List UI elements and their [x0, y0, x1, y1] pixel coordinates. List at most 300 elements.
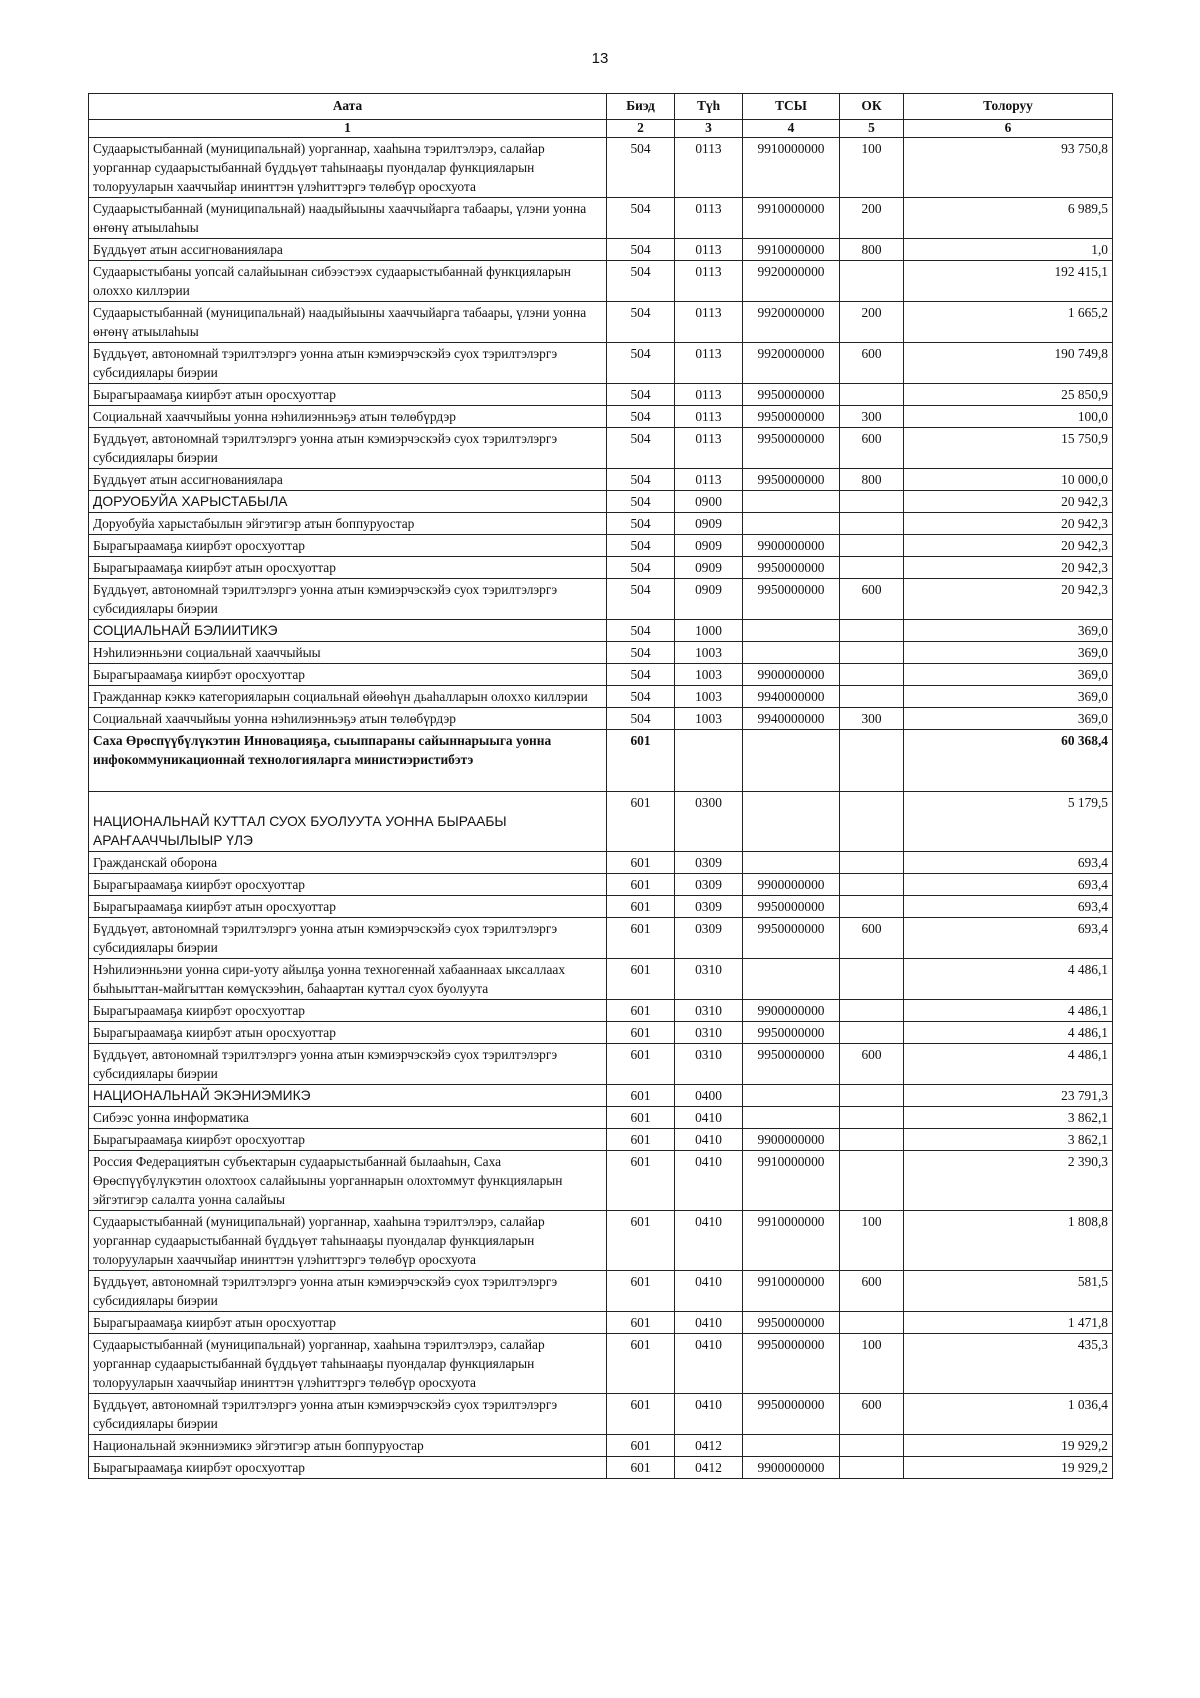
row-expense-type [840, 664, 904, 686]
table-row [89, 1000, 1113, 1022]
row-ministry-code: 504 [607, 261, 675, 302]
row-target-article: 9950000000 [743, 1022, 840, 1044]
table-row [89, 239, 1113, 261]
row-section-code: 0113 [675, 469, 743, 491]
row-amount: 1 471,8 [904, 1312, 1113, 1334]
table-row [89, 620, 1113, 642]
column-number: 3 [675, 120, 743, 138]
row-name: Бырагыраамаҕа киирбэт оросхуоттар [89, 1457, 607, 1479]
table-row [89, 1211, 1113, 1271]
row-target-article: 9920000000 [743, 343, 840, 384]
row-amount: 25 850,9 [904, 384, 1113, 406]
row-target-article: 9920000000 [743, 261, 840, 302]
row-amount: 3 862,1 [904, 1107, 1113, 1129]
row-section-code: 0310 [675, 1044, 743, 1085]
row-ministry-code: 601 [607, 1022, 675, 1044]
row-name: Нэһилиэнньэни социальнай хааччыйыы [89, 642, 607, 664]
row-section-code: 0310 [675, 1000, 743, 1022]
row-target-article: 9950000000 [743, 406, 840, 428]
row-section-code: 0410 [675, 1151, 743, 1211]
row-target-article: 9950000000 [743, 579, 840, 620]
row-amount: 19 929,2 [904, 1435, 1113, 1457]
table-row [89, 579, 1113, 620]
header-target-article: ТСЫ [743, 94, 840, 120]
table-row [89, 959, 1113, 1000]
row-target-article: 9950000000 [743, 469, 840, 491]
row-expense-type [840, 1312, 904, 1334]
table-row [89, 664, 1113, 686]
row-section-code: 0113 [675, 302, 743, 343]
row-ministry-code: 504 [607, 343, 675, 384]
row-target-article: 9900000000 [743, 1457, 840, 1479]
table-row [89, 513, 1113, 535]
row-expense-type [840, 1107, 904, 1129]
row-name: Судаарыстыбаны уопсай салайыынан сибээстээх судаарыстыбаннай функцияларын олохxo киллэрии [89, 261, 607, 302]
row-section-code: 0400 [675, 1085, 743, 1107]
row-section-code: 0113 [675, 239, 743, 261]
row-expense-type: 600 [840, 918, 904, 959]
row-ministry-code: 601 [607, 792, 675, 852]
row-expense-type: 600 [840, 343, 904, 384]
row-ministry-code: 601 [607, 1085, 675, 1107]
row-expense-type [840, 1000, 904, 1022]
row-ministry-code: 504 [607, 198, 675, 239]
row-section-code: 0113 [675, 261, 743, 302]
row-amount: 369,0 [904, 642, 1113, 664]
row-name: Национальнай экэнниэмикэ эйгэтигэр атын боппуруостар [89, 1435, 607, 1457]
row-target-article: 9910000000 [743, 1211, 840, 1271]
table-row [89, 557, 1113, 579]
row-ministry-code: 504 [607, 239, 675, 261]
row-amount: 20 942,3 [904, 535, 1113, 557]
row-section-code: 1003 [675, 686, 743, 708]
table-row [89, 491, 1113, 513]
table-row [89, 1394, 1113, 1435]
budget-table [88, 93, 1113, 1479]
row-amount: 20 942,3 [904, 491, 1113, 513]
table-row [89, 535, 1113, 557]
table-row [89, 708, 1113, 730]
row-name: ДОРУОБУЙА ХАРЫСТАБЫЛА [89, 491, 607, 513]
row-ministry-code: 601 [607, 1129, 675, 1151]
row-ministry-code: 601 [607, 918, 675, 959]
row-section-code: 0412 [675, 1435, 743, 1457]
row-name: Судаарыстыбаннай (муниципальнай) уорганнар, хааһына тэрилтэлэрэ, салайар уорганнар судаарыстыбаннай бүддьүөт таһынааҕы пуондалар функцияларын толорууларын хааччыйар ининттэн үлэһиттэргэ төлөбүр оросхуота [89, 138, 607, 198]
table-row [89, 1457, 1113, 1479]
row-target-article: 9950000000 [743, 896, 840, 918]
row-amount: 693,4 [904, 918, 1113, 959]
row-name: Социальнай хааччыйыы уонна нэһилиэнньэҕэ атын төлөбүрдэр [89, 708, 607, 730]
row-section-code: 0412 [675, 1457, 743, 1479]
table-row [89, 874, 1113, 896]
row-name: Бырагыраамаҕа киирбэт оросхуоттар [89, 1000, 607, 1022]
row-amount: 693,4 [904, 852, 1113, 874]
row-section-code: 0909 [675, 513, 743, 535]
row-target-article: 9950000000 [743, 1334, 840, 1394]
row-expense-type [840, 535, 904, 557]
row-section-code: 0909 [675, 579, 743, 620]
row-target-article [743, 852, 840, 874]
table-row [89, 642, 1113, 664]
row-name: Бүддьүөт, автономнай тэрилтэлэргэ уонна атын кэмиэрчэскэйэ суох тэрилтэлэргэ субсидиялары биэрии [89, 1044, 607, 1085]
row-name: Бырагыраамаҕа киирбэт атын оросхуоттар [89, 384, 607, 406]
header-ministry: Биэд [607, 94, 675, 120]
table-row [89, 1129, 1113, 1151]
row-ministry-code: 601 [607, 1044, 675, 1085]
row-target-article [743, 730, 840, 792]
table-row [89, 302, 1113, 343]
row-ministry-code: 504 [607, 642, 675, 664]
row-amount: 192 415,1 [904, 261, 1113, 302]
row-target-article: 9900000000 [743, 535, 840, 557]
row-expense-type [840, 686, 904, 708]
row-amount: 693,4 [904, 874, 1113, 896]
table-row [89, 792, 1113, 852]
table-row [89, 428, 1113, 469]
table-row [89, 1312, 1113, 1334]
row-target-article: 9950000000 [743, 428, 840, 469]
row-target-article: 9950000000 [743, 1394, 840, 1435]
row-ministry-code: 504 [607, 302, 675, 343]
row-expense-type: 200 [840, 198, 904, 239]
row-amount: 369,0 [904, 708, 1113, 730]
row-section-code: 0309 [675, 896, 743, 918]
row-section-code: 0113 [675, 138, 743, 198]
table-row [89, 343, 1113, 384]
row-amount: 10 000,0 [904, 469, 1113, 491]
table-row [89, 730, 1113, 792]
row-section-code: 0113 [675, 384, 743, 406]
row-ministry-code: 601 [607, 1394, 675, 1435]
row-expense-type [840, 1457, 904, 1479]
table-row [89, 1107, 1113, 1129]
row-ministry-code: 504 [607, 469, 675, 491]
row-ministry-code: 504 [607, 620, 675, 642]
row-ministry-code: 504 [607, 686, 675, 708]
row-section-code: 0909 [675, 557, 743, 579]
table-row [89, 686, 1113, 708]
row-amount: 4 486,1 [904, 1044, 1113, 1085]
row-ministry-code: 601 [607, 959, 675, 1000]
row-amount: 2 390,3 [904, 1151, 1113, 1211]
row-ministry-code: 601 [607, 896, 675, 918]
row-expense-type: 100 [840, 138, 904, 198]
row-ministry-code: 504 [607, 579, 675, 620]
row-expense-type [840, 1151, 904, 1211]
row-ministry-code: 601 [607, 1151, 675, 1211]
row-target-article [743, 513, 840, 535]
row-amount: 19 929,2 [904, 1457, 1113, 1479]
row-ministry-code: 504 [607, 428, 675, 469]
row-target-article [743, 1435, 840, 1457]
row-expense-type [840, 874, 904, 896]
row-expense-type [840, 959, 904, 1000]
row-section-code: 0410 [675, 1129, 743, 1151]
row-amount: 60 368,4 [904, 730, 1113, 792]
table-row [89, 1151, 1113, 1211]
row-name: Бүддьүөт, автономнай тэрилтэлэргэ уонна атын кэмиэрчэскэйэ суох тэрилтэлэргэ субсидиялары биэрии [89, 1271, 607, 1312]
row-expense-type: 100 [840, 1334, 904, 1394]
row-target-article: 9910000000 [743, 198, 840, 239]
row-target-article: 9940000000 [743, 686, 840, 708]
row-ministry-code: 601 [607, 1312, 675, 1334]
row-target-article: 9950000000 [743, 384, 840, 406]
row-target-article: 9900000000 [743, 664, 840, 686]
row-amount: 3 862,1 [904, 1129, 1113, 1151]
row-name: Бырагыраамаҕа киирбэт оросхуоттар [89, 535, 607, 557]
row-amount: 369,0 [904, 620, 1113, 642]
row-ministry-code: 601 [607, 1457, 675, 1479]
row-ministry-code: 601 [607, 1435, 675, 1457]
row-expense-type: 600 [840, 579, 904, 620]
header-name: Аата [89, 94, 607, 120]
row-ministry-code: 601 [607, 1107, 675, 1129]
row-amount: 581,5 [904, 1271, 1113, 1312]
column-number: 4 [743, 120, 840, 138]
row-section-code: 0410 [675, 1211, 743, 1271]
row-expense-type: 300 [840, 708, 904, 730]
table-row [89, 852, 1113, 874]
table-row [89, 1085, 1113, 1107]
table-row [89, 138, 1113, 198]
table-row [89, 1044, 1113, 1085]
table-row [89, 1334, 1113, 1394]
row-section-code: 0310 [675, 959, 743, 1000]
row-amount: 1 036,4 [904, 1394, 1113, 1435]
row-name: Бырагыраамаҕа киирбэт атын оросхуоттар [89, 1022, 607, 1044]
row-amount: 20 942,3 [904, 579, 1113, 620]
row-section-code: 1003 [675, 642, 743, 664]
row-expense-type [840, 1129, 904, 1151]
row-name: Бүддьүөт атын ассигнованиялара [89, 469, 607, 491]
table-row [89, 261, 1113, 302]
row-name: Бүддьүөт, автономнай тэрилтэлэргэ уонна атын кэмиэрчэскэйэ суох тэрилтэлэргэ субсидиялары биэрии [89, 343, 607, 384]
row-ministry-code: 601 [607, 1271, 675, 1312]
row-name: Бүддьүөт, автономнай тэрилтэлэргэ уонна атын кэмиэрчэскэйэ суох тэрилтэлэргэ субсидиялары биэрии [89, 1394, 607, 1435]
row-expense-type: 800 [840, 469, 904, 491]
row-name: Судаарыстыбаннай (муниципальнай) наадыйыыны хааччыйарга табаары, үлэни уонна өҥөнү атыылаһыы [89, 198, 607, 239]
row-name: Доруобуйа харыстабылын эйгэтигэр атын боппуруостар [89, 513, 607, 535]
row-section-code: 0309 [675, 852, 743, 874]
row-expense-type: 600 [840, 1271, 904, 1312]
header-execution: Толоруу [904, 94, 1113, 120]
row-name: Бырагыраамаҕа киирбэт оросхуоттар [89, 874, 607, 896]
row-target-article [743, 1107, 840, 1129]
row-name: Гражданнар кэккэ категорияларын социальнай өйөөһүн дьаһалларын олохxo киллэрии [89, 686, 607, 708]
row-name: Россия Федерациятын субъектарын судаарыстыбаннай былааһын, Саха Өрөспүүбүлүкэтин олохтоох салайыыны уорганнарын олохтоммут функцияларын эйгэтигэр салалта уонна салайыы [89, 1151, 607, 1211]
row-name: Сибээс уонна информатика [89, 1107, 607, 1129]
table-body [89, 138, 1113, 1479]
row-name: Бырагыраамаҕа киирбэт оросхуоттар [89, 1129, 607, 1151]
row-amount: 1 665,2 [904, 302, 1113, 343]
row-name: Бырагыраамаҕа киирбэт атын оросхуоттар [89, 1312, 607, 1334]
row-expense-type [840, 730, 904, 792]
column-number-row [89, 120, 1113, 138]
row-amount: 369,0 [904, 686, 1113, 708]
table-header-row [89, 94, 1113, 120]
row-ministry-code: 601 [607, 1334, 675, 1394]
row-amount: 20 942,3 [904, 557, 1113, 579]
table-row [89, 384, 1113, 406]
row-name: Судаарыстыбаннай (муниципальнай) уорганнар, хааһына тэрилтэлэрэ, салайар уорганнар судаарыстыбаннай бүддьүөт таһынааҕы пуондалар функцияларын толорууларын хааччыйар ининттэн үлэһиттэргэ төлөбүр оросхуота [89, 1211, 607, 1271]
row-expense-type [840, 557, 904, 579]
row-section-code: 0410 [675, 1271, 743, 1312]
row-name: НАЦИОНАЛЬНАЙ ЭКЭНИЭМИКЭ [89, 1085, 607, 1107]
row-expense-type [840, 852, 904, 874]
row-name: НАЦИОНАЛЬНАЙ КУТТАЛ СУОХ БУОЛУУТА УОННА БЫРААБЫ АРАҤААЧЧЫЛЫЫР ҮЛЭ [89, 792, 607, 852]
row-name: Социальнай хааччыйыы уонна нэһилиэнньэҕэ атын төлөбүрдэр [89, 406, 607, 428]
row-amount: 4 486,1 [904, 959, 1113, 1000]
row-expense-type [840, 792, 904, 852]
row-ministry-code: 601 [607, 730, 675, 792]
row-section-code: 0309 [675, 918, 743, 959]
row-ministry-code: 504 [607, 513, 675, 535]
table-row [89, 406, 1113, 428]
row-expense-type [840, 384, 904, 406]
row-amount: 4 486,1 [904, 1022, 1113, 1044]
row-ministry-code: 601 [607, 1000, 675, 1022]
row-expense-type [840, 1435, 904, 1457]
row-name: Бырагыраамаҕа киирбэт атын оросхуоттар [89, 557, 607, 579]
row-name: Бырагыраамаҕа киирбэт атын оросхуоттар [89, 896, 607, 918]
row-name: Бүддьүөт атын ассигнованиялара [89, 239, 607, 261]
row-name: Судаарыстыбаннай (муниципальнай) уорганнар, хааһына тэрилтэлэрэ, салайар уорганнар судаарыстыбаннай бүддьүөт таһынааҕы пуондалар функцияларын толорууларын хааччыйар ининттэн үлэһиттэргэ төлөбүр оросхуота [89, 1334, 607, 1394]
row-target-article: 9910000000 [743, 239, 840, 261]
row-expense-type [840, 261, 904, 302]
row-ministry-code: 504 [607, 664, 675, 686]
header-expense-type: ОК [840, 94, 904, 120]
row-target-article [743, 642, 840, 664]
table-row [89, 1022, 1113, 1044]
row-target-article [743, 792, 840, 852]
row-ministry-code: 504 [607, 535, 675, 557]
row-expense-type: 800 [840, 239, 904, 261]
row-ministry-code: 601 [607, 852, 675, 874]
row-expense-type: 600 [840, 1044, 904, 1085]
row-expense-type: 600 [840, 1394, 904, 1435]
table-row [89, 469, 1113, 491]
column-number: 6 [904, 120, 1113, 138]
row-name: Бүддьүөт, автономнай тэрилтэлэргэ уонна атын кэмиэрчэскэйэ суох тэрилтэлэргэ субсидиялары биэрии [89, 428, 607, 469]
row-target-article: 9910000000 [743, 138, 840, 198]
table-row [89, 918, 1113, 959]
row-target-article: 9920000000 [743, 302, 840, 343]
table-row [89, 1271, 1113, 1312]
row-target-article: 9950000000 [743, 557, 840, 579]
row-section-code: 0909 [675, 535, 743, 557]
row-section-code: 0410 [675, 1334, 743, 1394]
row-amount: 93 750,8 [904, 138, 1113, 198]
row-name: Саха Өрөспүүбүлүкэтин Инновацияҕа, сыыппараны сайыннарыыга уонна инфокоммуникационнай технологияларга министиэристибэтэ [89, 730, 607, 792]
row-ministry-code: 504 [607, 708, 675, 730]
row-name: СОЦИАЛЬНАЙ БЭЛИИТИКЭ [89, 620, 607, 642]
row-section-code: 1000 [675, 620, 743, 642]
row-amount: 5 179,5 [904, 792, 1113, 852]
row-expense-type: 200 [840, 302, 904, 343]
row-name: Нэһилиэнньэни уонна сири-уоту айылҕа уонна техногеннай хабааннаах ыксаллаах быһыыттан-майгыттан көмүскээһин, баһаартан куттал суох буолуута [89, 959, 607, 1000]
row-target-article: 9950000000 [743, 1312, 840, 1334]
row-name: Бырагыраамаҕа киирбэт оросхуоттар [89, 664, 607, 686]
row-section-code: 0309 [675, 874, 743, 896]
row-section-code: 0113 [675, 343, 743, 384]
table-row [89, 896, 1113, 918]
row-ministry-code: 504 [607, 138, 675, 198]
row-target-article [743, 959, 840, 1000]
table-row [89, 198, 1113, 239]
row-section-code: 0900 [675, 491, 743, 513]
row-name: Судаарыстыбаннай (муниципальнай) наадыйыыны хааччыйарга табаары, үлэни уонна өҥөнү атыылаһыы [89, 302, 607, 343]
row-expense-type: 300 [840, 406, 904, 428]
row-section-code: 0410 [675, 1107, 743, 1129]
column-number: 2 [607, 120, 675, 138]
row-section-code [675, 730, 743, 792]
row-section-code: 0113 [675, 198, 743, 239]
row-expense-type [840, 642, 904, 664]
row-ministry-code: 601 [607, 874, 675, 896]
row-amount: 4 486,1 [904, 1000, 1113, 1022]
row-target-article: 9910000000 [743, 1151, 840, 1211]
row-section-code: 0113 [675, 428, 743, 469]
row-section-code: 0310 [675, 1022, 743, 1044]
row-expense-type [840, 513, 904, 535]
row-amount: 6 989,5 [904, 198, 1113, 239]
row-expense-type [840, 1085, 904, 1107]
row-expense-type [840, 896, 904, 918]
row-ministry-code: 504 [607, 406, 675, 428]
row-target-article: 9950000000 [743, 918, 840, 959]
row-ministry-code: 601 [607, 1211, 675, 1271]
row-amount: 693,4 [904, 896, 1113, 918]
column-number: 5 [840, 120, 904, 138]
row-section-code: 1003 [675, 708, 743, 730]
row-target-article: 9900000000 [743, 1000, 840, 1022]
row-amount: 1 808,8 [904, 1211, 1113, 1271]
header-section: Түһ [675, 94, 743, 120]
column-number: 1 [89, 120, 607, 138]
row-amount: 435,3 [904, 1334, 1113, 1394]
row-expense-type: 600 [840, 428, 904, 469]
table-row [89, 1435, 1113, 1457]
row-amount: 1,0 [904, 239, 1113, 261]
row-target-article: 9910000000 [743, 1271, 840, 1312]
row-section-code: 0410 [675, 1394, 743, 1435]
row-target-article [743, 620, 840, 642]
row-section-code: 1003 [675, 664, 743, 686]
row-expense-type [840, 620, 904, 642]
row-name: Гражданскай оборона [89, 852, 607, 874]
page-number: 13 [591, 50, 609, 67]
row-amount: 20 942,3 [904, 513, 1113, 535]
row-section-code: 0410 [675, 1312, 743, 1334]
row-name: Бүддьүөт, автономнай тэрилтэлэргэ уонна атын кэмиэрчэскэйэ суох тэрилтэлэргэ субсидиялары биэрии [89, 579, 607, 620]
row-ministry-code: 504 [607, 491, 675, 513]
row-expense-type: 100 [840, 1211, 904, 1271]
row-target-article: 9900000000 [743, 874, 840, 896]
row-amount: 15 750,9 [904, 428, 1113, 469]
row-section-code: 0113 [675, 406, 743, 428]
row-ministry-code: 504 [607, 384, 675, 406]
row-expense-type [840, 1022, 904, 1044]
row-name: Бүддьүөт, автономнай тэрилтэлэргэ уонна атын кэмиэрчэскэйэ суох тэрилтэлэргэ субсидиялары биэрии [89, 918, 607, 959]
row-target-article [743, 1085, 840, 1107]
row-section-code: 0300 [675, 792, 743, 852]
row-amount: 190 749,8 [904, 343, 1113, 384]
row-ministry-code: 504 [607, 557, 675, 579]
row-amount: 369,0 [904, 664, 1113, 686]
row-target-article: 9900000000 [743, 1129, 840, 1151]
row-target-article: 9940000000 [743, 708, 840, 730]
row-target-article [743, 491, 840, 513]
